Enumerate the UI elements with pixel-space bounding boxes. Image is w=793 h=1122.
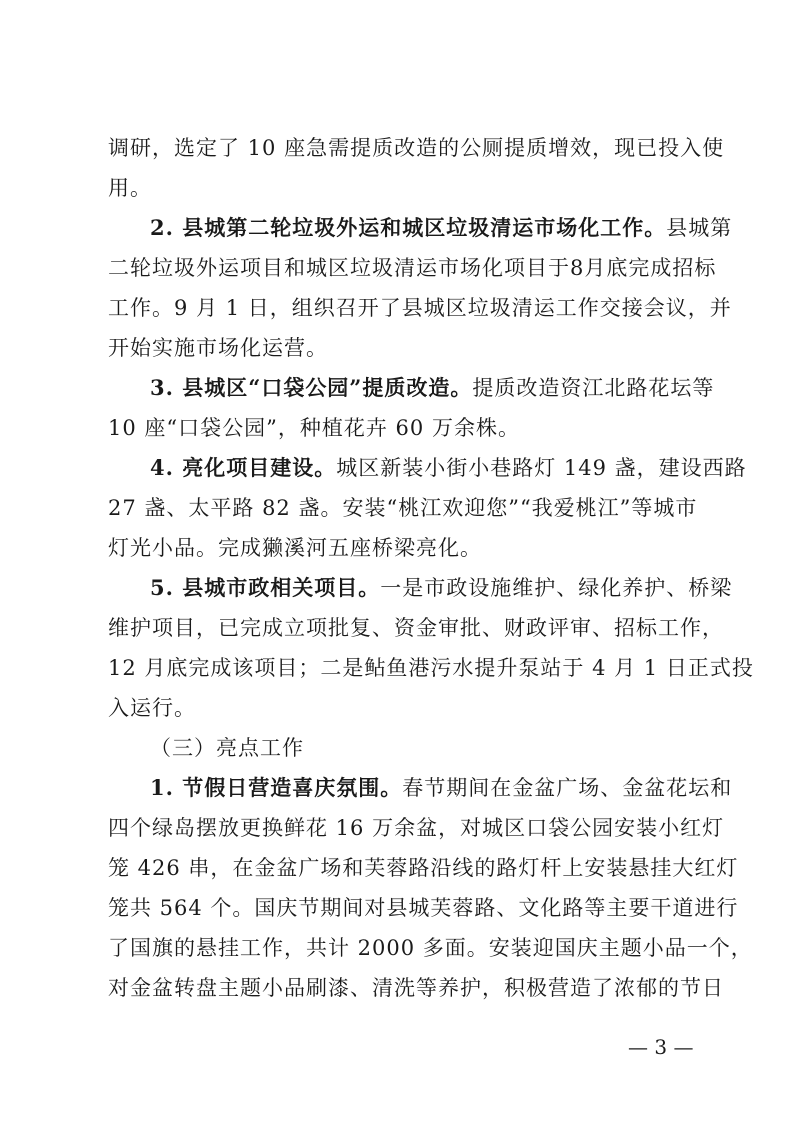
paragraph-line: 对金盆转盘主题小品刷漆、清洗等养护，积极营造了浓郁的节日 (108, 976, 724, 1000)
paragraph-line: 用。 (108, 176, 152, 200)
item-2-heading: 2. 县城第二轮垃圾外运和城区垃圾清运市场化工作。 (150, 215, 667, 240)
paragraph-line: 开始实施市场化运营。 (108, 336, 328, 360)
paragraph-line: 了国旗的悬挂工作，共计 2000 多面。安装迎国庆主题小品一个， (108, 936, 753, 960)
item-4-heading: 4. 亮化项目建设。 (150, 455, 337, 480)
paragraph-line: 入运行。 (108, 696, 196, 720)
paragraph-line: 笼共 564 个。国庆节期间对县城芙蓉路、文化路等主要干道进行 (108, 896, 739, 920)
paragraph-line: 二轮垃圾外运项目和城区垃圾清运市场化项目于8月底完成招标 (108, 256, 717, 280)
paragraph-line: 调研，选定了 10 座急需提质改造的公厕提质增效，现已投入使 (108, 136, 725, 160)
section-heading: （三）亮点工作 (150, 736, 304, 760)
page-number: — 3 — (628, 1035, 694, 1059)
item-3-first-line: 3. 县城区“口袋公园”提质改造。提质改造资江北路花坛等 (150, 375, 715, 400)
highlight-1-heading: 1. 节假日营造喜庆氛围。 (150, 775, 403, 800)
item-3-heading: 3. 县城区“口袋公园”提质改造。 (150, 375, 473, 400)
item-4-first-line: 4. 亮化项目建设。城区新装小街小巷路灯 149 盏，建设西路 (150, 455, 747, 480)
paragraph-line: 灯光小品。完成獭溪河五座桥梁亮化。 (108, 536, 482, 560)
item-5-heading: 5. 县城市政相关项目。 (150, 575, 381, 600)
paragraph-line: 工作。9 月 1 日，组织召开了县城区垃圾清运工作交接会议，并 (108, 296, 732, 320)
item-2-first-line: 2. 县城第二轮垃圾外运和城区垃圾清运市场化工作。县城第 (150, 215, 733, 240)
paragraph-line: 维护项目，已完成立项批复、资金审批、财政评审、招标工作， (108, 616, 724, 640)
paragraph-line: 四个绿岛摆放更换鲜花 16 万余盆，对城区口袋公园安装小红灯 (108, 816, 725, 840)
item-5-first-line: 5. 县城市政相关项目。一是市政设施维护、绿化养护、桥梁 (150, 575, 733, 600)
paragraph-line: 12 月底完成该项目；二是鲇鱼港污水提升泵站于 4 月 1 日正式投 (108, 656, 754, 680)
paragraph-line: 笼 426 串，在金盆广场和芙蓉路沿线的路灯杆上安装悬挂大红灯 (108, 856, 739, 880)
highlight-1-first-line: 1. 节假日营造喜庆氛围。春节期间在金盆广场、金盆花坛和 (150, 775, 733, 800)
paragraph-line: 10 座“口袋公园”，种植花卉 60 万余株。 (108, 416, 520, 440)
paragraph-line: 27 盏、太平路 82 盏。安装“桃江欢迎您”“我爱桃江”等城市 (108, 496, 698, 520)
